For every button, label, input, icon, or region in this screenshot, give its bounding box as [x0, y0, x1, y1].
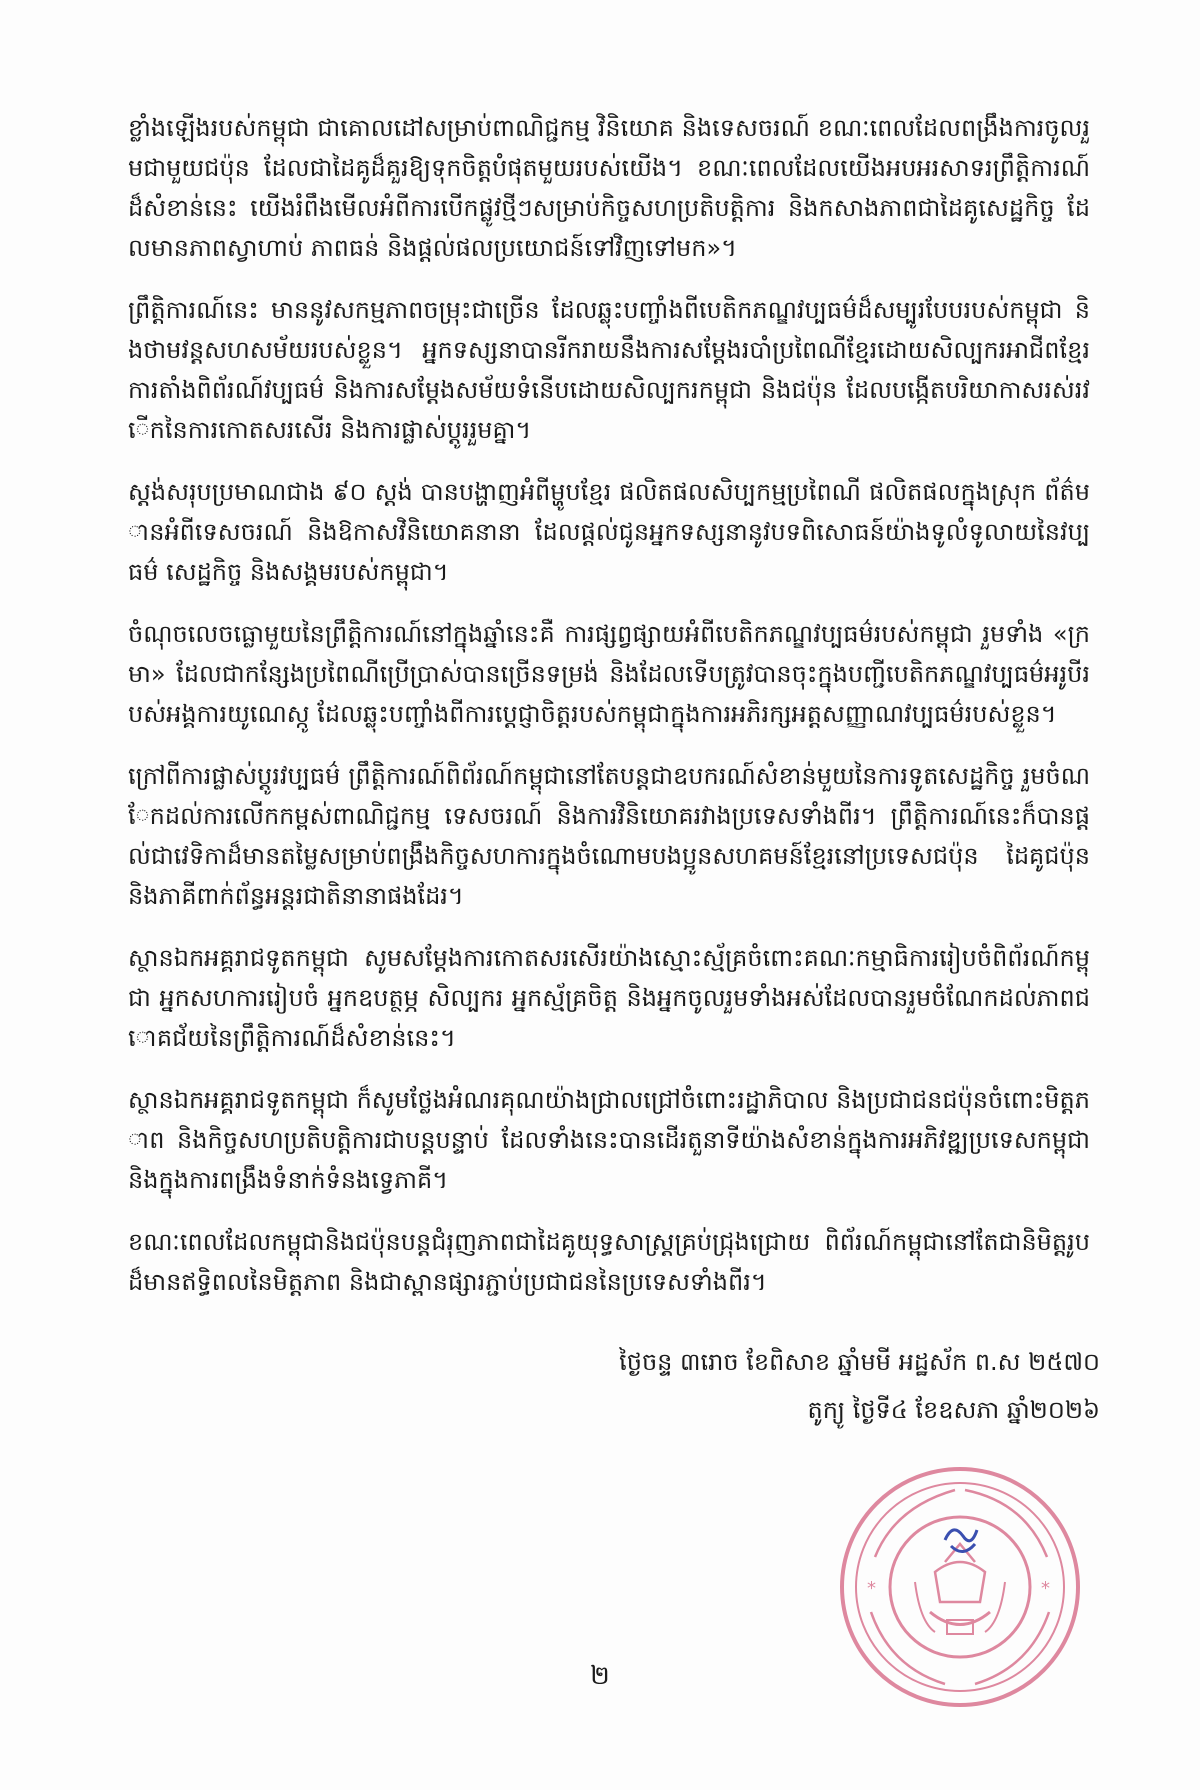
- lunar-date: ថ្ងៃចន្ទ ៣រោច ខែពិសាខ ឆ្នាំមមី អដ្ឋស័ក ព.ស ២៥៧០: [619, 1348, 1100, 1376]
- paragraph-5: ក្រៅពីការផ្លាស់ប្តូរវប្បធម៌ ព្រឹត្តិការណ៍ពិព័រណ៍កម្ពុជានៅតែបន្តជាឧបករណ៍សំខាន់មួយនៃការទូតសេដ្ឋកិច្ច រួមចំណែកដល់ការលើកកម្ពស់ពាណិជ្ជកម្ម ទេសចរណ៍ និងការវិនិយោគរវាងប្រទេសទាំងពីរ។ ព្រឹត្តិការណ៍នេះក៏បានផ្តល់ជាវេទិកាដ៏មានតម្លៃសម្រាប់ពង្រឹងកិច្ចសហការក្នុងចំណោមបងប្អូនសហគមន៍ខ្មែរនៅប្រទេសជប៉ុន ដៃគូជប៉ុន និងភាគីពាក់ព័ន្ធអន្តរជាតិនានាផងដែរ។: [128, 762, 1090, 910]
- paragraph-2: ព្រឹត្តិការណ៍នេះ មាននូវសកម្មភាពចម្រុះជាច្រើន ដែលឆ្លុះបញ្ចាំងពីបេតិកភណ្ឌវប្បធម៌ដ៏សម្បូរបែបរបស់កម្ពុជា និងថាមវន្តសហសម័យរបស់ខ្លួន។ អ្នកទស្សនាបានរីករាយនឹងការសម្តែងរបាំប្រពៃណីខ្មែរដោយសិល្បករអាជីពខ្មែរ ការតាំងពិព័រណ៍វប្បធម៌ និងការសម្តែងសម័យទំនើបដោយសិល្បករកម្ពុជា និងជប៉ុន ដែលបង្កើតបរិយាកាសរស់រវើកនៃការកោតសរសើរ និងការផ្លាស់ប្តូររួមគ្នា។: [128, 296, 1090, 444]
- date-block: [619, 1338, 1100, 1434]
- paragraph-1: ខ្លាំងឡើងរបស់កម្ពុជា ជាគោលដៅសម្រាប់ពាណិជ្ជកម្ម វិនិយោគ និងទេសចរណ៍ ខណៈពេលដែលពង្រឹងការចូលរួមជាមួយជប៉ុន ដែលជាដៃគូដ៏គួរឱ្យទុកចិត្តបំផុតមួយរបស់យើង។ ខណៈពេលដែលយើងអបអរសាទរព្រឹត្តិការណ៍ដ៏សំខាន់នេះ យើងរំពឹងមើលអំពីការបើកផ្លូវថ្មីៗសម្រាប់កិច្ចសហប្រតិបត្តិការ និងកសាងភាពជាដៃគូសេដ្ឋកិច្ច ដែលមានភាពស្វាហាប់ ភាពធន់ និងផ្តល់ផលប្រយោជន៍ទៅវិញទៅមក»។: [128, 114, 1090, 262]
- solar-date: តូក្យូ ថ្ងៃទី៤ ខែឧសភា ឆ្នាំ២០២៦: [807, 1396, 1100, 1424]
- paragraph-4: ចំណុចលេចធ្លោមួយនៃព្រឹត្តិការណ៍នៅក្នុងឆ្នាំនេះគឺ ការផ្សព្វផ្សាយអំពីបេតិកភណ្ឌវប្បធម៌របស់កម្ពុជា រួមទាំង «ក្រមា» ដែលជាកន្សែងប្រពៃណីប្រើប្រាស់បានច្រើនទម្រង់ និងដែលទើបត្រូវបានចុះក្នុងបញ្ជីបេតិកភណ្ឌវប្បធម៌អរូបីរបស់អង្គការយូណេស្កូ ដែលឆ្លុះបញ្ចាំងពីការប្តេជ្ញាចិត្តរបស់កម្ពុជាក្នុងការអភិរក្សអត្តសញ្ញាណវប្បធម៌របស់ខ្លួន។: [128, 620, 1090, 728]
- document-body: [128, 108, 1090, 1324]
- svg-text:*: *: [1041, 1578, 1050, 1599]
- paragraph-3: ស្តង់សរុបប្រមាណជាង ៩០ ស្តង់ បានបង្ហាញអំពីម្ហូបខ្មែរ ផលិតផលសិប្បកម្មប្រពៃណី ផលិតផលក្នុងស្រុក ព័ត៌មានអំពីទេសចរណ៍ និងឱកាសវិនិយោគនានា ដែលផ្តល់ជូនអ្នកទស្សនានូវបទពិសោធន៍យ៉ាងទូលំទូលាយនៃវប្បធម៌ សេដ្ឋកិច្ច និងសង្គមរបស់កម្ពុជា។: [128, 478, 1090, 586]
- paragraph-7: ស្ថានឯកអគ្គរាជទូតកម្ពុជា ក៏សូមថ្លែងអំណរគុណយ៉ាងជ្រាលជ្រៅចំពោះរដ្ឋាភិបាល និងប្រជាជនជប៉ុនចំពោះមិត្តភាព និងកិច្ចសហប្រតិបត្តិការជាបន្តបន្ទាប់ ដែលទាំងនេះបានដើរតួនាទីយ៉ាងសំខាន់ក្នុងការអភិវឌ្ឍប្រទេសកម្ពុជា និងក្នុងការពង្រឹងទំនាក់ទំនងទ្វេភាគី។: [128, 1086, 1090, 1194]
- page-number: ២: [590, 1661, 610, 1691]
- svg-text:*: *: [867, 1578, 876, 1599]
- paragraph-6: ស្ថានឯកអគ្គរាជទូតកម្ពុជា សូមសម្តែងការកោតសរសើរយ៉ាងស្មោះស្ម័គ្រចំពោះគណៈកម្មាធិការរៀបចំពិព័រណ៍កម្ពុជា អ្នកសហការរៀបចំ អ្នកឧបត្ថម្ភ សិល្បករ អ្នកស្ម័គ្រចិត្ត និងអ្នកចូលរួមទាំងអស់ដែលបានរួមចំណែកដល់ភាពជោគជ័យនៃព្រឹត្តិការណ៍ដ៏សំខាន់នេះ។: [128, 944, 1090, 1052]
- paragraph-8: ខណៈពេលដែលកម្ពុជានិងជប៉ុនបន្តជំរុញភាពជាដៃគូយុទ្ធសាស្ត្រគ្រប់ជ្រុងជ្រោយ ពិព័រណ៍កម្ពុជានៅតែជានិមិត្តរូបដ៏មានឥទ្ធិពលនៃមិត្តភាព និងជាស្ពានផ្សារភ្ជាប់ប្រជាជននៃប្រទេសទាំងពីរ។: [128, 1228, 1090, 1296]
